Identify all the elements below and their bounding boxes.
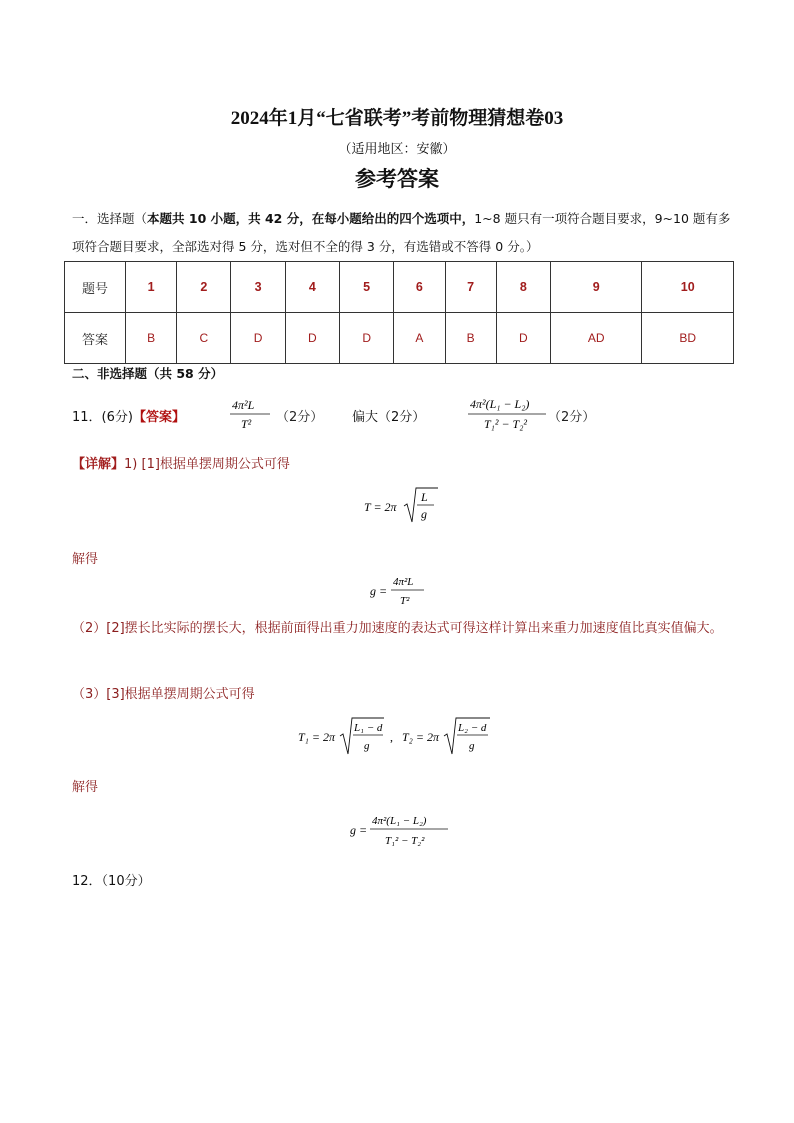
page-title: 2024年1月“七省联考”考前物理猜想卷03 [230,108,564,129]
question-number: 3 [231,262,285,313]
q11-score2: （2分） [378,410,426,425]
svg-text:T₁² − T₂²: T₁² − T₂² [484,417,527,431]
svg-text:T²: T² [241,417,252,431]
q11-score1: （2分） [276,410,324,425]
svg-text:g: g [421,507,427,521]
answer-value: D [231,313,285,364]
formula-g-result2 [348,810,452,852]
detail-tag: 【详解】 [72,457,125,472]
table-row-numbers [65,262,734,313]
detail-line1 [72,453,290,472]
answer-value: D [285,313,339,364]
question-number: 7 [445,262,496,313]
svg-text:4π²(L₁ − L₂): 4π²(L₁ − L₂) [470,397,530,411]
svg-text:T₂ = 2π: T₂ = 2π [402,730,439,744]
question-number: 4 [285,262,339,313]
svg-text:,: , [390,730,393,744]
section-heading: 参考答案 [355,167,439,191]
formula-g-result1 [366,572,430,610]
q11-answer-tag: 【答案】 [132,410,185,425]
question-number: 9 [550,262,641,313]
svg-text:T = 2π: T = 2π [364,500,397,514]
question-number: 1 [126,262,177,313]
formula-g-difference [466,393,550,433]
svg-text:T₁ = 2π: T₁ = 2π [298,730,335,744]
detail-text1: 1) [1]根据单摆周期公式可得 [124,457,290,472]
svg-text:g: g [364,740,370,752]
svg-text:g =: g = [350,823,368,837]
answer-table [64,261,734,364]
detail-solve1: 解得 [72,552,99,567]
q11-word2: 偏大 [352,410,379,425]
q11-answer2 [352,406,425,425]
question-number: 5 [340,262,394,313]
section1-instructions [72,205,732,261]
svg-text:L₂ − d: L₂ − d [458,722,487,734]
row-label-number: 题号 [65,262,126,313]
question-number: 2 [177,262,231,313]
section1-prefix: 一．选择题（ [72,211,148,226]
answer-value: C [177,313,231,364]
svg-text:g: g [469,740,475,752]
formula-period [360,484,440,528]
q11-number: 11．(6分) [72,410,133,425]
formula-two-periods [294,714,504,760]
svg-text:4π²(L₁ − L₂): 4π²(L₁ − L₂) [372,815,427,827]
section2-heading: 二、非选择题（共 58 分） [72,366,224,381]
answer-value: D [496,313,550,364]
formula-g-4pi2L-over-T2 [226,395,274,431]
svg-text:4π²L: 4π²L [393,576,414,588]
question-number: 6 [394,262,445,313]
section1-bold: 本题共 10 小题，共 42 分，在每小题给出的四个选项中， [147,211,475,226]
q12-label: 12．（10分） [72,874,151,889]
row-label-answer: 答案 [65,313,126,364]
answer-value: B [126,313,177,364]
answer-value: B [445,313,496,364]
svg-text:g =: g = [370,584,388,598]
answer-value: D [340,313,394,364]
question-number: 8 [496,262,550,313]
q11-label [72,406,185,425]
svg-text:4π²L: 4π²L [232,398,255,412]
answer-value: AD [550,313,641,364]
svg-text:T²: T² [400,595,410,607]
q11-score3: （2分） [548,410,596,425]
answer-value: A [394,313,445,364]
detail-line2: （2）[2]摆长比实际的摆长大，根据前面得出重力加速度的表达式可得这样计算出来重力加速度值比真实值偏大。 [72,621,723,636]
svg-text:T₁² − T₂²: T₁² − T₂² [385,835,425,847]
page-subtitle: （适用地区：安徽） [338,142,456,157]
detail-line3: （3）[3]根据单摆周期公式可得 [72,687,255,702]
table-row-answers [65,313,734,364]
svg-text:L: L [421,490,428,504]
svg-text:L₁ − d: L₁ − d [354,722,383,734]
detail-solve2: 解得 [72,780,99,795]
section1-rest: 1~8 题只有一项符合题目要求，9~10 题有多项符合题目要求，全部选对得 5 分，选对但不全的得 3 分，有选错或不答得 0 分。） [72,211,731,254]
question-number: 10 [642,262,734,313]
answer-value: BD [642,313,734,364]
